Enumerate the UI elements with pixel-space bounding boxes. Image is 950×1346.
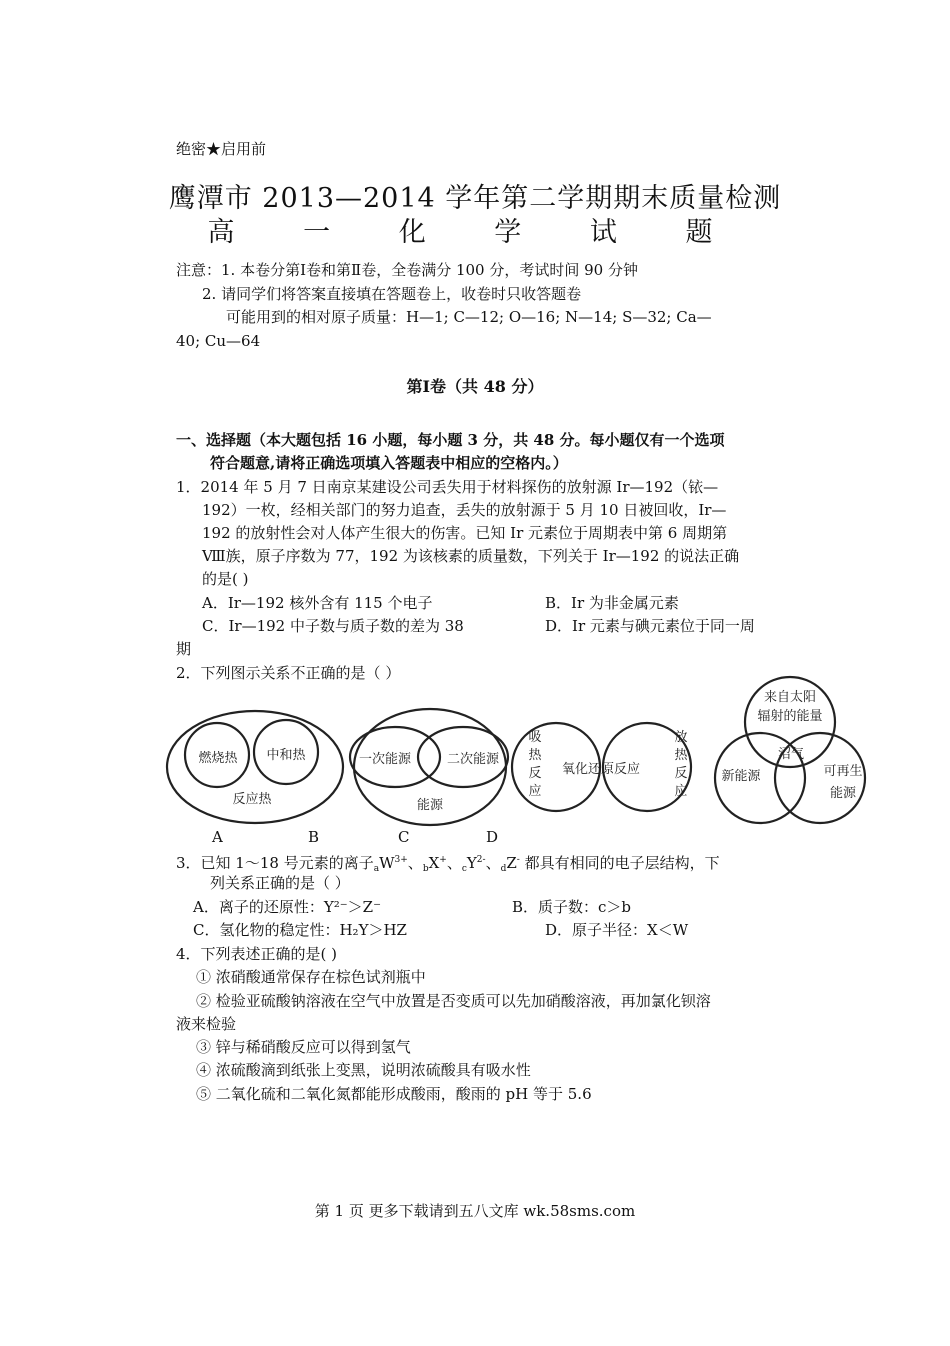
q3-ion-y-sup: 2-	[476, 855, 486, 865]
diagram-d-right-label-2: 能源	[829, 786, 857, 801]
diagram-c-right-char-1: 放	[674, 730, 688, 745]
q4-item-2: ② 检验亚硫酸钠溶液在空气中放置是否变质可以先加硝酸溶液，再加氯化钡溶	[196, 992, 711, 1010]
q4-stem: 4．下列表述正确的是( )	[176, 945, 338, 963]
diagram-b-right-label: 二次能源	[446, 752, 500, 767]
diagram-c-left-char-2: 热	[528, 748, 542, 763]
q1-option-a: A．Ir—192 核外含有 115 个电子	[202, 594, 433, 612]
q1-line-5: 的是( )	[202, 570, 249, 588]
diagram-c-right-label	[674, 730, 688, 799]
q3-option-a: A．离子的还原性：Y²⁻＞Z⁻	[193, 898, 382, 916]
part-title-line-1: 一、选择题（本大题包括 16 小题，每小题 3 分，共 48 分。每小题仅有一个选项	[176, 431, 725, 449]
q1-option-c: C．Ir—192 中子数与质子数的差为 38	[202, 617, 464, 635]
q3-ion-z-sup: -	[516, 855, 520, 865]
q3-ion-y: Y	[466, 854, 477, 872]
diagram-a-left-label: 燃烧热	[198, 751, 238, 766]
q1-line-3: 192 的放射性会对人体产生很大的伤害。已知 Ir 元素位于周期表中第 6 周期第	[202, 524, 728, 542]
diagram-c-left-label	[528, 730, 542, 799]
page-footer: 第 1 页 更多下载请到五八文库 wk.58sms.com	[314, 1202, 636, 1220]
note-line-4: 40; Cu—64	[176, 332, 261, 350]
diagram-d-left-label: 新能源	[721, 769, 761, 784]
q2-venn-diagrams	[160, 672, 880, 832]
q4-item-1: ① 浓硝酸通常保存在棕色试剂瓶中	[196, 968, 426, 986]
q3-ion-x: X	[428, 854, 440, 872]
q4-item-2-cont: 液来检验	[176, 1015, 237, 1033]
q3-line-1: 3．已知 1～18 号元素的离子$_aW^{3+}$、$_b$X+、$_cY^{2-}$、$_d$Z- 都具有相同的电子层结构，下	[176, 854, 720, 874]
q2-stem: 2．下列图示关系不正确的是（ ）	[176, 664, 401, 682]
diagram-c-left-char-3: 反	[528, 766, 542, 781]
q4-item-4: ④ 浓硫酸滴到纸张上变黑，说明浓硫酸具有吸水性	[196, 1061, 531, 1079]
diagram-c-right-char-2: 热	[674, 748, 688, 763]
q3-stem-post: 都具有相同的电子层结构，下	[524, 854, 720, 872]
diagram-b-left-label: 一次能源	[358, 752, 412, 767]
diagram-c-right-char-3: 反	[674, 766, 688, 781]
q3-stem-pre: 3．已知 1～18 号元素的离子	[176, 854, 374, 872]
diagram-d-center-label: 沼气	[777, 747, 805, 762]
q2-label-b: B	[308, 828, 320, 846]
q1-option-d-cont: 期	[176, 640, 192, 658]
q1-option-b: B．Ir 为非金属元素	[545, 594, 679, 612]
q3-line-2: 列关系正确的是（ ）	[210, 874, 350, 892]
diagram-d-top-label-2: 辐射的能量	[757, 709, 823, 724]
diagram-b-outer-label: 能源	[416, 798, 444, 813]
diagram-d-top-label-1: 来自太阳	[763, 690, 817, 705]
diagram-d-right-label-1: 可再生	[823, 764, 863, 779]
section-heading: 第Ⅰ卷（共 48 分）	[406, 377, 544, 396]
exam-title: 鹰潭市 2013—2014 学年第二学期期末质量检测	[168, 183, 782, 214]
q3-ion-w-sub: a	[373, 864, 380, 874]
q2-label-c: C	[398, 828, 410, 846]
q4-item-5: ⑤ 二氧化硫和二氧化氮都能形成酸雨，酸雨的 pH 等于 5.6	[196, 1085, 592, 1103]
q1-line-2: 192）一枚，经相关部门的努力追查，丢失的放射源于 5 月 10 日被回收，Ir—	[202, 501, 727, 519]
note-line-1: 注意：1. 本卷分第Ⅰ卷和第Ⅱ卷，全卷满分 100 分，考试时间 90 分钟	[176, 261, 638, 279]
q3-ion-z: Z	[506, 854, 517, 872]
diagram-a-right-label: 中和热	[266, 748, 306, 763]
q4-item-3: ③ 锌与稀硝酸反应可以得到氢气	[196, 1038, 411, 1056]
q3-option-d: D．原子半径：X＜W	[545, 921, 689, 939]
note-line-2: 2. 请同学们将答案直接填在答题卷上，收卷时只收答题卷	[202, 285, 582, 303]
diagram-a-outer-label: 反应热	[232, 792, 272, 807]
q3-option-c: C．氢化物的稳定性：H₂Y＞HZ	[193, 921, 407, 939]
diagram-c-left-char-1: 吸	[528, 730, 542, 745]
note-line-3: 可能用到的相对原子质量：H—1; C—12; O—16; N—14; S—32; Ca—	[226, 308, 712, 326]
diagram-c-middle-label: 氧化还原反应	[561, 762, 641, 777]
q2-label-a: A	[212, 828, 223, 846]
q3-ion-y-sub: c	[461, 864, 467, 874]
q3-ion-x-sup: +	[439, 855, 447, 865]
q3-option-b: B．质子数：c＞b	[512, 898, 632, 916]
q1-line-4: Ⅷ族，原子序数为 77，192 为该核素的质量数，下列关于 Ir—192 的说法正确	[202, 547, 740, 565]
exam-subtitle: 高 一 化 学 试 题	[207, 217, 743, 248]
q1-option-d: D．Ir 元素与碘元素位于同一周	[545, 617, 755, 635]
part-title-line-2: 符合题意,请将正确选项填入答题表中相应的空格内。）	[210, 454, 568, 472]
q3-ion-z-sub: d	[500, 864, 507, 874]
q3-ion-x-sub: b	[422, 864, 429, 874]
diagram-c-left-char-4: 应	[528, 784, 542, 799]
q3-ion-w: W	[379, 854, 395, 872]
q3-ion-w-sup: 3+	[394, 855, 408, 865]
diagram-c-right-char-4: 应	[674, 784, 688, 799]
secret-mark: 绝密★启用前	[176, 140, 267, 158]
q1-line-1: 1．2014 年 5 月 7 日南京某建设公司丢失用于材料探伤的放射源 Ir—192（铱—	[176, 478, 719, 496]
q2-label-d: D	[486, 828, 499, 846]
